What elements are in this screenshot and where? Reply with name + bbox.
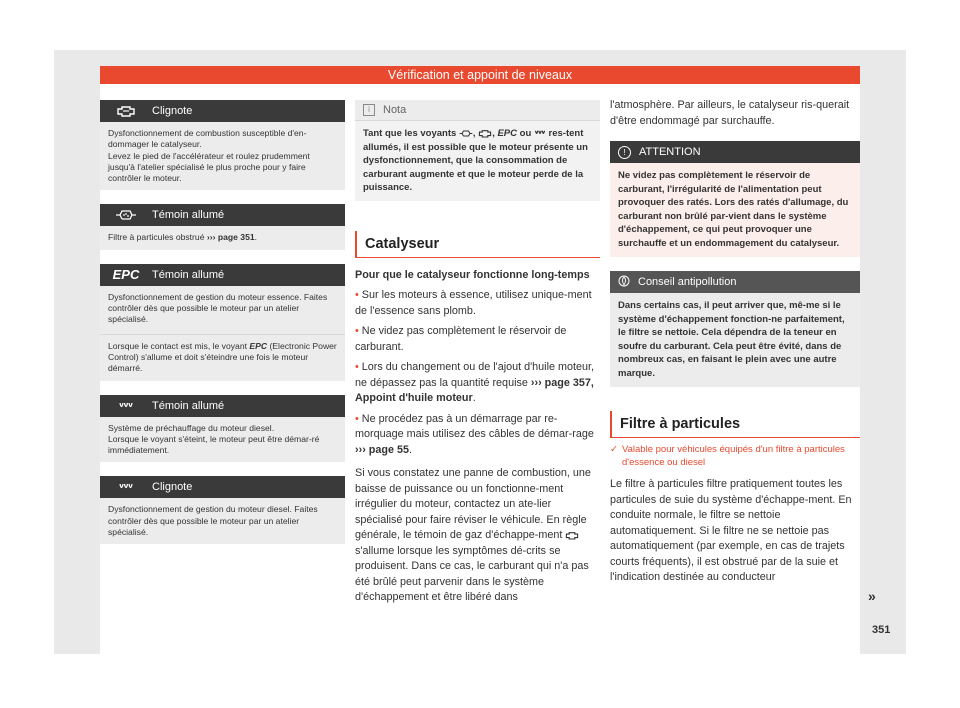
validity-note [610,444,860,469]
column-left [100,100,345,558]
section-title: Catalyseur [355,231,600,257]
eco-tip-title: Conseil antipollution [638,276,737,288]
punctuation: . [409,443,412,456]
attention-header [610,141,860,163]
manual-page [54,50,906,654]
attention-title: ATTENTION [639,146,701,158]
page-link[interactable]: ››› page 55 [355,443,409,456]
warning-body [100,286,345,381]
warning-body [100,498,345,544]
subheading: Pour que le catalyseur fonctionne long-temps [355,268,590,281]
epc-icon: EPC [497,128,518,139]
eco-tip-box [610,271,860,387]
bullet-text: Ne procédez pas à un démarrage par re-morquage mais utilisez des câbles de démar-rage [355,412,594,440]
warning-text: Lorsque le voyant s'éteint, le moteur peut être démar-ré immédiatement. [108,433,320,456]
warning-box [100,476,345,544]
glow-plug-icon [100,401,152,411]
bullet-item [355,324,600,355]
warning-body [100,226,345,249]
note-title: Nota [383,104,407,116]
note-box [355,100,600,201]
text-fragment: ou [517,128,534,139]
note-header [355,100,600,121]
column-right [610,98,860,586]
page-header: Vérification et appoint de niveaux [100,66,860,84]
paragraph: l'atmosphère. Par ailleurs, le catalyseur ris-querait d'être endommagé par surchauffe. [610,99,850,127]
continue-mark: » [868,588,876,604]
text-fragment: , [472,128,479,139]
warning-box [100,395,345,463]
warning-text: Filtre à particules obstrué [108,232,207,243]
content-area [100,84,860,654]
warning-text: Dysfonctionnement de gestion du moteur diesel. Faites contrôler dès que possible le moteur par un atelier spécialisé. [108,504,318,538]
info-icon: i [363,104,375,116]
warning-body [100,122,345,190]
bullet-item [355,288,600,319]
text-fragment: , [492,128,498,139]
warning-text: Système de préchauffage du moteur diesel. [108,422,275,433]
warning-text [108,341,337,375]
punctuation: . [254,232,258,243]
text-fragment: Si vous constatez une panne de combustion, une baisse de puissance ou un fonctionne-ment irrégulier du moteur, contactez un ate-lier spécialisé pour faire réviser le véhicule. En règle générale, le témoin de gaz d'échappe-ment [355,467,591,541]
glow-plug-icon [534,129,546,137]
particle-filter-icon [459,129,473,138]
warning-box [100,264,345,381]
spacer [610,387,860,411]
epc-icon: EPC [249,340,268,351]
particle-filter-icon [100,209,152,221]
paragraph [355,466,600,606]
bullet-mark: • [355,361,359,373]
warning-body [100,417,345,463]
section-heading [355,231,600,258]
note-text [355,121,600,201]
text-fragment: res-tent allumés, il est possible que le moteur présente un dysfonctionnement, que la consommation de carburant augmente et que le moteur perde de la puissance. [363,128,588,193]
warning-text: Levez le pied de l'accélérateur et roulez prudemment jusqu'à l'atelier spécialisé le plus proche pour y faire contrôler le moteur. [108,150,310,184]
warning-title: Témoin allumé [152,268,225,281]
punctuation: . [472,392,476,404]
warning-box [100,204,345,249]
warning-title: Témoin allumé [152,209,225,222]
warning-header [100,204,345,226]
warning-text: Dysfonctionnement de combustion susceptible d'en-dommager le catalyseur. [108,128,307,150]
warning-header [100,476,345,498]
check-icon: ✓ [610,444,618,455]
warning-header [100,100,345,122]
validity-text: Valable pour véhicules équipés d'un filtre à particules d'essence ou diesel [622,444,845,468]
page-link[interactable]: ››› page 357, Appoint d'huile moteur [355,376,594,404]
section-heading [610,411,860,438]
catalyseur-body [355,268,600,606]
warning-header [100,264,345,286]
warning-header [100,395,345,417]
leaf-icon [618,275,630,290]
page-link[interactable]: ››› page 351 [206,232,255,243]
warning-text: Dysfonctionnement de gestion du moteur essence. Faites contrôler dès que possible le moteur par un atelier spécialisé. [108,291,328,325]
bullet-text: Lors du changement ou de l'ajout d'huile moteur, ne dépassez pas la quantité requise [355,361,594,389]
bullet-item [355,360,600,407]
catalyst-icon [565,531,579,540]
bullet-mark: • [355,412,359,425]
text-fragment: Lorsque le contact est mis, le voyant [108,340,250,351]
epc-icon: EPC [112,267,140,283]
bullet-text: Ne videz pas complètement le réservoir de carburant. [355,325,567,353]
eco-tip-text: Dans certains cas, il peut arriver que, mê-me si le système d'échappement fonction-ne parfaitement, le filtre se nettoie. Cela dépendra de la teneur en soufre du carburant. Cela peut être évité, dans de nombreux cas, en faisant le plein avec une autre marque. [618,300,845,379]
text-fragment: s'allume lorsque les symptômes dé-crits se produisent. Dans ce cas, le carburant qui n'a pas été brûlé peut parvenir dans le système d'échappement et être libéré dans [355,544,589,603]
bullet-item [355,412,600,459]
divider [100,334,345,335]
attention-box [610,141,860,257]
warning-title: Témoin allumé [152,399,225,412]
text-fragment: Tant que les voyants [363,128,459,139]
page-number: 351 [872,624,891,636]
warning-icon: ! [618,146,631,159]
text-fragment: (Electronic Power Control) s'allume et doit s'éteindre une fois le moteur démarré. [108,340,337,374]
catalyst-icon [478,129,492,138]
warning-title: Clignote [152,481,193,494]
eco-tip-header [610,271,860,293]
warning-title: Clignote [152,105,193,117]
bullet-mark: • [355,325,359,337]
bullet-mark: • [355,289,359,301]
spacer [355,201,600,231]
section-title: Filtre à particules [610,411,860,437]
column-middle [355,100,600,611]
paragraph: Le filtre à particules filtre pratiquement toutes les particules de suie du système d'échappe-ment. En conduite normale, le filtre se nettoie automatiquement. Si le filtre ne se nettoie pas automatiquement (par exemple, en cas de trajets courts fréquents), il est obstrué par de la suie et l'indication destinée au conducteur [610,478,852,583]
glow-plug-icon [100,482,152,492]
warning-box [100,100,345,190]
attention-text: Ne videz pas complètement le réservoir de carburant, l'irrégularité de l'alimentation peut provoquer des ratés. Lors des ratés d'allumage, du carburant non brûlé par-vient dans le système d'échappement, ce qui peut provoquer une surchauffe et un endommagement du catalyseur. [618,170,849,249]
bullet-text: Sur les moteurs à essence, utilisez unique-ment de l'essence sans plomb. [355,289,592,317]
catalyst-icon [100,105,152,117]
